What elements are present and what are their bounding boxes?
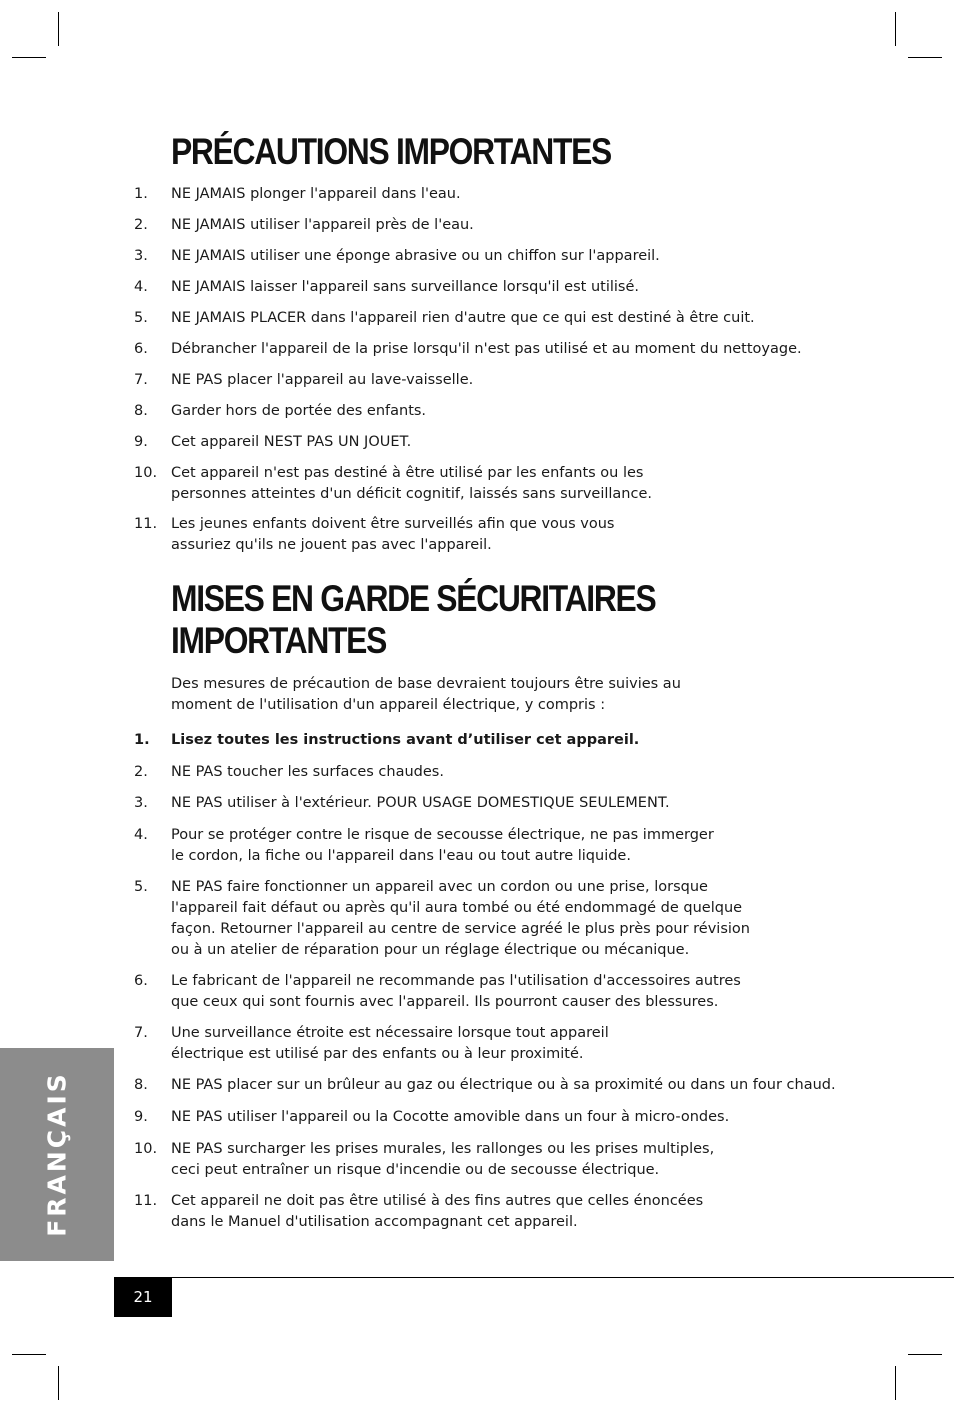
list-item-text: NE PAS surcharger les prises murales, les rallonges ou les prises multiples, bbox=[171, 1141, 715, 1157]
list-item-text: NE PAS toucher les surfaces chaudes. bbox=[171, 764, 444, 780]
list-item-text: électrique est utilisé par des enfants ou à leur proximité. bbox=[171, 1046, 584, 1062]
list-item-text: façon. Retourner l'appareil au centre de service agréé le plus près pour révision bbox=[171, 921, 750, 937]
list-item-text: NE JAMAIS plonger l'appareil dans l'eau. bbox=[171, 186, 461, 202]
section2-intro-line: Des mesures de précaution de base devraient toujours être suivies au bbox=[171, 676, 681, 692]
list-item-number: 2. bbox=[134, 217, 148, 233]
list-item-number: 1. bbox=[134, 186, 148, 202]
list-item-text: Les jeunes enfants doivent être surveillés afin que vous vous bbox=[171, 516, 615, 532]
list-item-number: 9. bbox=[134, 434, 148, 450]
list-item-number: 8. bbox=[134, 403, 148, 419]
language-side-tab bbox=[0, 1048, 114, 1261]
crop-mark bbox=[895, 12, 896, 46]
list-item-text: Cet appareil n'est pas destiné à être utilisé par les enfants ou les bbox=[171, 465, 644, 481]
list-item-text: NE PAS placer l'appareil au lave-vaisselle. bbox=[171, 372, 474, 388]
list-item-text: assuriez qu'ils ne jouent pas avec l'appareil. bbox=[171, 537, 492, 553]
list-item-text: l'appareil fait défaut ou après qu'il aura tombé ou été endommagé de quelque bbox=[171, 900, 743, 916]
list-item-text: que ceux qui sont fournis avec l'appareil. Ils pourront causer des blessures. bbox=[171, 994, 719, 1010]
list-item-number: 10. bbox=[134, 1141, 158, 1157]
list-item-number: 5. bbox=[134, 879, 148, 895]
crop-mark bbox=[908, 57, 942, 58]
list-item-text: NE JAMAIS laisser l'appareil sans surveillance lorsqu'il est utilisé. bbox=[171, 279, 639, 295]
list-item-text: Une surveillance étroite est nécessaire lorsque tout appareil bbox=[171, 1025, 609, 1041]
list-item-number: 3. bbox=[134, 248, 148, 264]
list-item-text: NE PAS faire fonctionner un appareil avec un cordon ou une prise, lorsque bbox=[171, 879, 708, 895]
crop-mark bbox=[12, 57, 46, 58]
list-item-number: 11. bbox=[134, 516, 158, 532]
list-item-number: 6. bbox=[134, 973, 148, 989]
list-item-number: 5. bbox=[134, 310, 148, 326]
crop-mark bbox=[58, 1366, 59, 1400]
section2-intro-line: moment de l'utilisation d'un appareil électrique, y compris : bbox=[171, 697, 606, 713]
list-item-number: 9. bbox=[134, 1109, 148, 1125]
list-item-text: personnes atteintes d'un déficit cognitif, laissés sans surveillance. bbox=[171, 486, 652, 502]
footer-rule bbox=[114, 1277, 954, 1278]
section2-title-line2: IMPORTANTES bbox=[171, 620, 387, 661]
list-item-number: 4. bbox=[134, 827, 148, 843]
crop-mark bbox=[58, 12, 59, 46]
list-item-text: NE PAS utiliser l'appareil ou la Cocotte amovible dans un four à micro-ondes. bbox=[171, 1109, 730, 1125]
list-item-number: 1. bbox=[134, 732, 150, 748]
list-item-number: 6. bbox=[134, 341, 148, 357]
list-item-text: Pour se protéger contre le risque de secousse électrique, ne pas immerger bbox=[171, 827, 714, 843]
list-item-text: NE PAS utiliser à l'extérieur. POUR USAGE DOMESTIQUE SEULEMENT. bbox=[171, 795, 670, 811]
list-item-text: Cet appareil NEST PAS UN JOUET. bbox=[171, 434, 412, 450]
list-item-text: ou à un atelier de réparation pour un réglage électrique ou mécanique. bbox=[171, 942, 690, 958]
list-item-text: Garder hors de portée des enfants. bbox=[171, 403, 427, 419]
list-item-number: 2. bbox=[134, 764, 148, 780]
list-item-text: NE PAS placer sur un brûleur au gaz ou électrique ou à sa proximité ou dans un four chaud. bbox=[171, 1077, 836, 1093]
list-item-text: Cet appareil ne doit pas être utilisé à des fins autres que celles énoncées bbox=[171, 1193, 704, 1209]
list-item-number: 3. bbox=[134, 795, 148, 811]
list-item-number: 7. bbox=[134, 1025, 148, 1041]
list-item-text: NE JAMAIS utiliser une éponge abrasive ou un chiffon sur l'appareil. bbox=[171, 248, 660, 264]
list-item-text: le cordon, la fiche ou l'appareil dans l'eau ou tout autre liquide. bbox=[171, 848, 631, 864]
list-item-text: Le fabricant de l'appareil ne recommande pas l'utilisation d'accessoires autres bbox=[171, 973, 741, 989]
list-item-number: 8. bbox=[134, 1077, 148, 1093]
section2-title-line1: MISES EN GARDE SÉCURITAIRES bbox=[171, 578, 656, 619]
language-label: FRANÇAIS bbox=[42, 1071, 72, 1237]
list-item-text: NE JAMAIS PLACER dans l'appareil rien d'autre que ce qui est destiné à être cuit. bbox=[171, 310, 755, 326]
list-item-text: ceci peut entraîner un risque d'incendie ou de secousse électrique. bbox=[171, 1162, 660, 1178]
list-item-text: dans le Manuel d'utilisation accompagnant cet appareil. bbox=[171, 1214, 578, 1230]
list-item-text: NE JAMAIS utiliser l'appareil près de l'eau. bbox=[171, 217, 474, 233]
list-item-number: 7. bbox=[134, 372, 148, 388]
crop-mark bbox=[908, 1354, 942, 1355]
section1-title: PRÉCAUTIONS IMPORTANTES bbox=[171, 131, 611, 172]
crop-mark bbox=[12, 1354, 46, 1355]
page-number: 21 bbox=[114, 1278, 172, 1317]
list-item-number: 4. bbox=[134, 279, 148, 295]
list-item-number: 11. bbox=[134, 1193, 158, 1209]
crop-mark bbox=[895, 1366, 896, 1400]
list-item-text: Lisez toutes les instructions avant d’utiliser cet appareil. bbox=[171, 732, 640, 748]
list-item-number: 10. bbox=[134, 465, 158, 481]
list-item-text: Débrancher l'appareil de la prise lorsqu'il n'est pas utilisé et au moment du nettoyage. bbox=[171, 341, 802, 357]
